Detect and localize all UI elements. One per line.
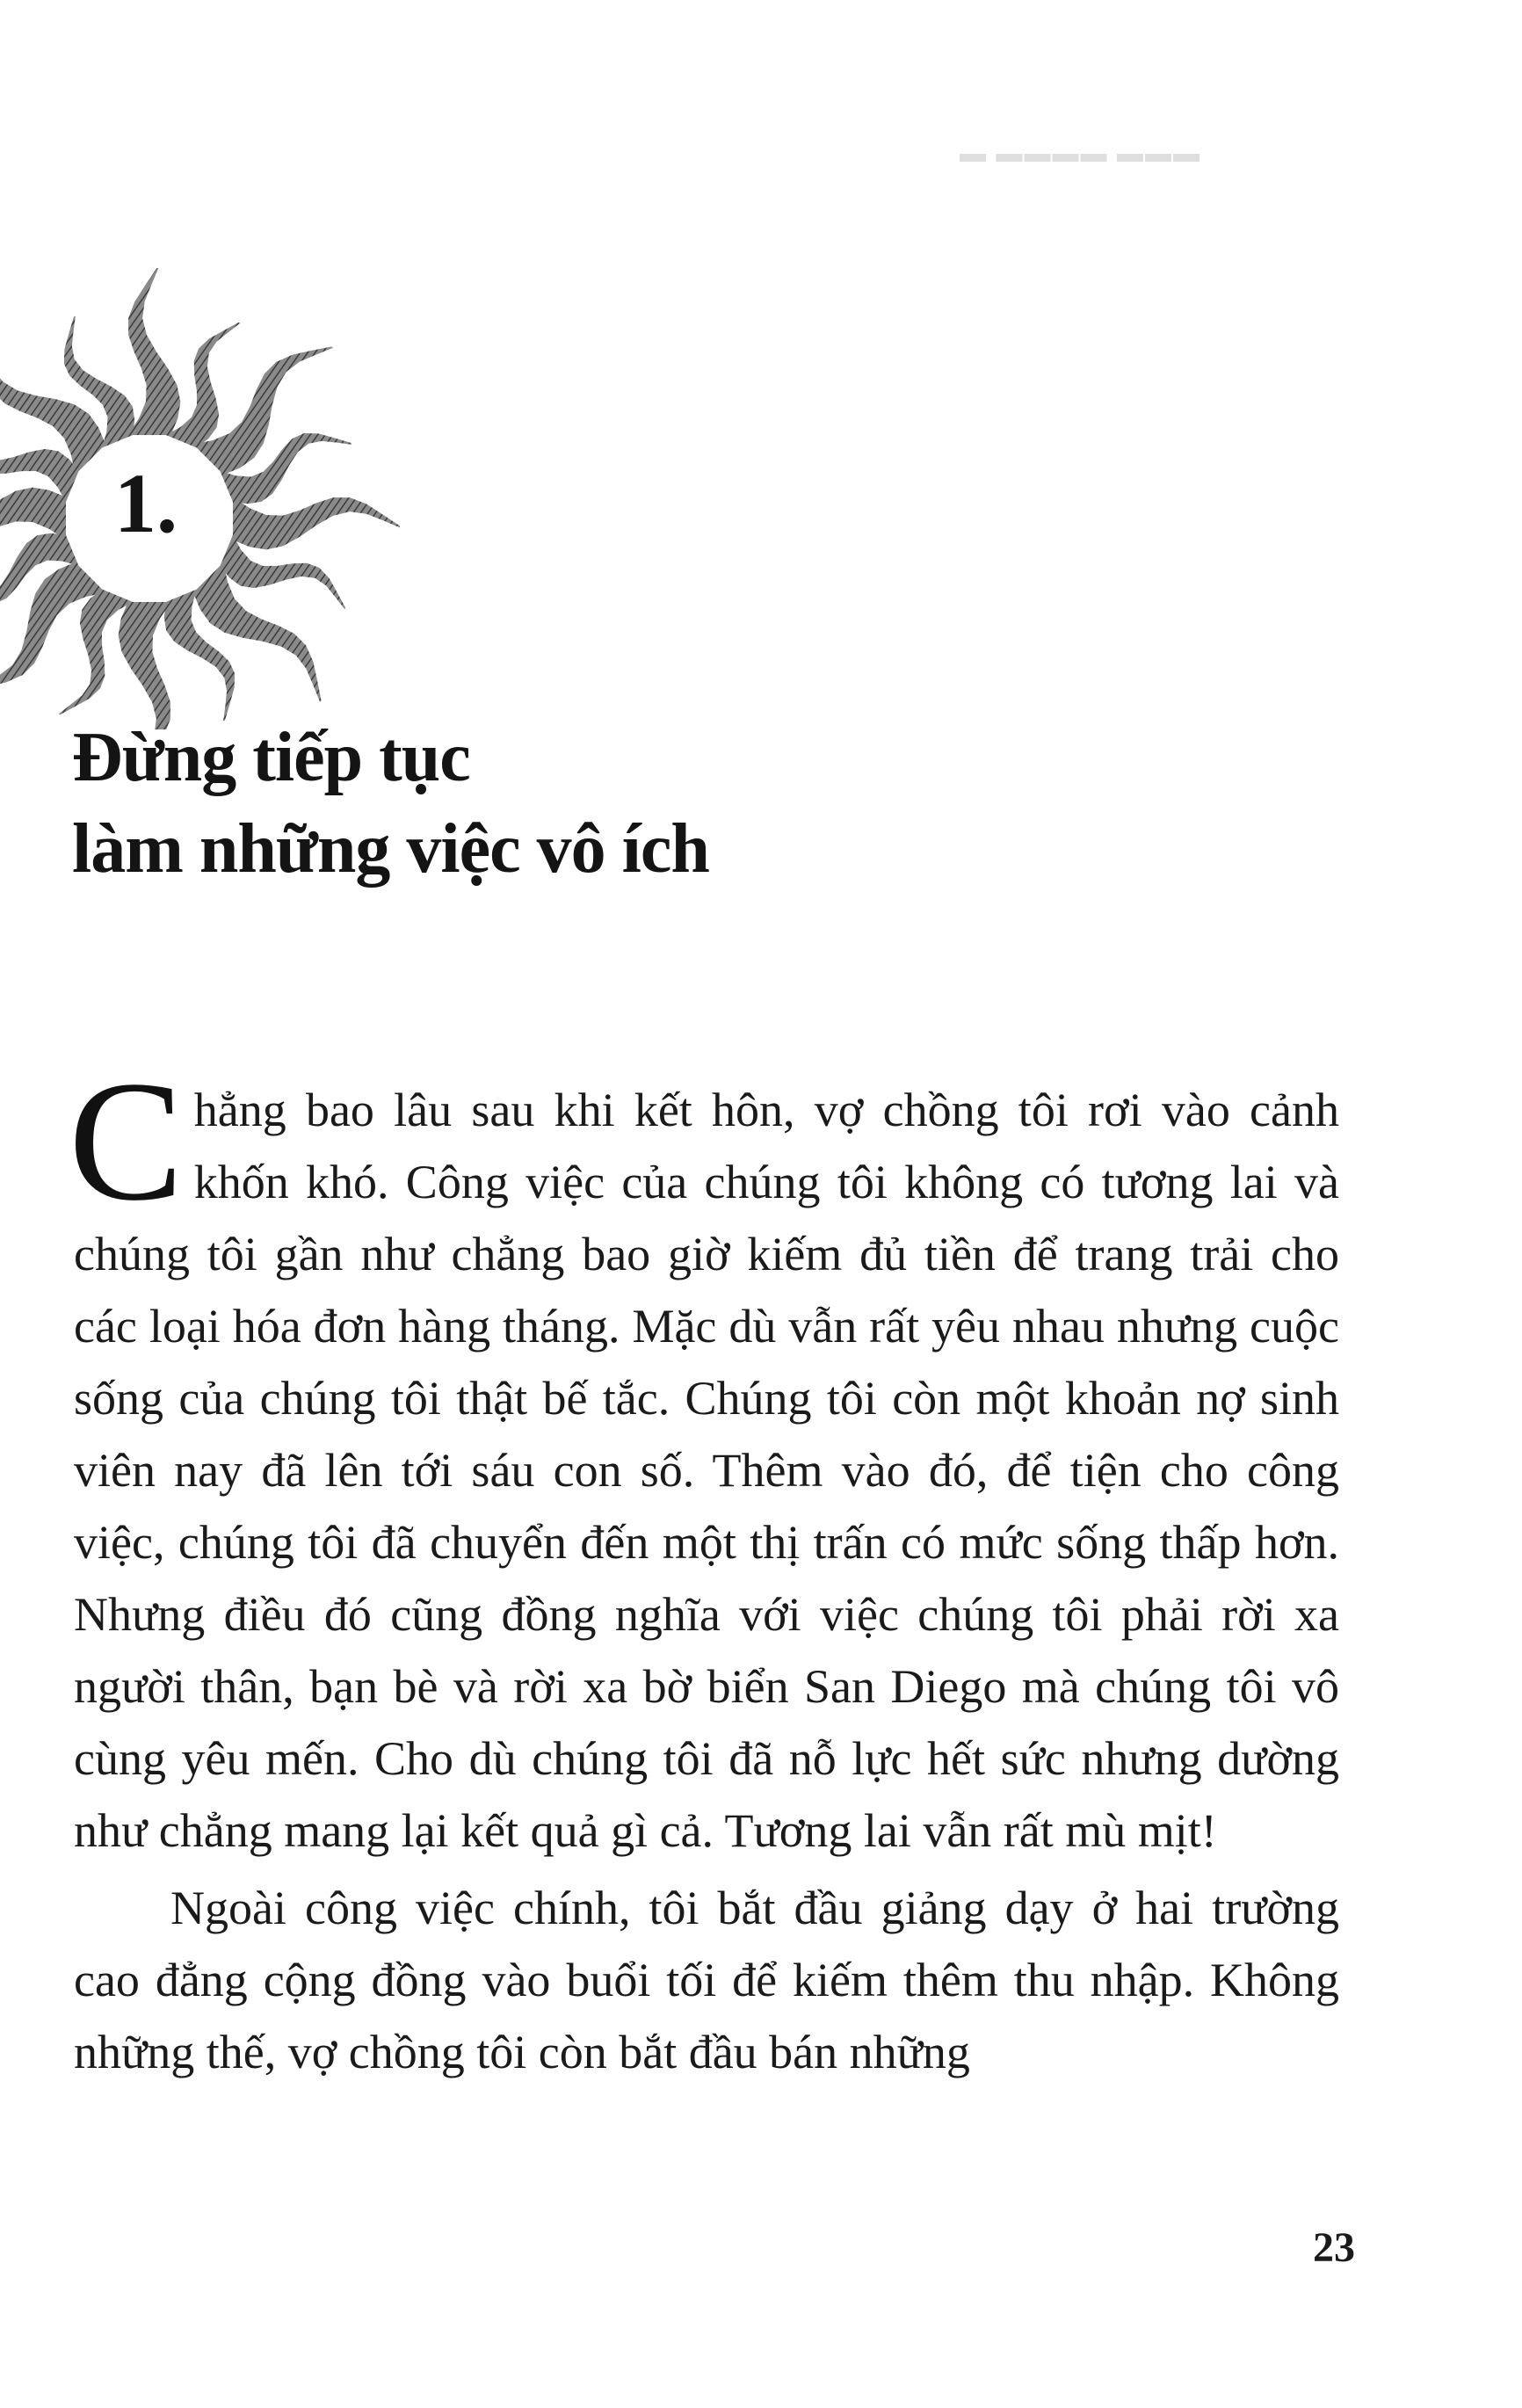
sun-ray <box>221 535 346 610</box>
chapter-body <box>69 1046 1339 2088</box>
chapter-title-line-2: làm những việc vô ích <box>72 810 709 888</box>
paragraph-2: Ngoài công việc chính, tôi bắt đầu giảng dạy ở hai trường cao đẳng cộng đồng vào buổi tối để kiếm thêm thu nhập. Không những thế, vợ chồng tôi còn bắt đầu bán những <box>74 1882 1339 2078</box>
sun-ornament-icon <box>0 255 422 729</box>
chapter-number: 1. <box>114 456 178 550</box>
sun-ray <box>128 268 181 435</box>
sun-ray <box>119 602 171 729</box>
sun-ray <box>166 323 241 448</box>
sun-ray <box>0 488 66 540</box>
page-number: 23 <box>1313 2224 1355 2271</box>
sun-ray <box>59 590 134 715</box>
paragraph-1-text: hẳng bao lâu sau khi kết hôn, vợ chồng tôi rơi vào cảnh khốn khó. Công việc của chúng tôi không có tương lai và chúng tôi gần như chẳng bao giờ kiếm đủ tiền để trang trải cho các loại hóa đơn hàng tháng. Mặc dù vẫn rất yêu nhau nhưng cuộc sống của chúng tôi thật bế tắc. Chúng tôi còn một khoản nợ sinh viên nay đã lên tới sáu con số. Thêm vào đó, để tiện cho công việc, chúng tôi đã chuyển đến một thị trấn có mức sống thấp hơn. Nhưng điều đó cũng đồng nghĩa với việc chúng tôi phải rời xa người thân, bạn bè và rời xa bờ biển San Diego mà chúng tôi vô cùng yêu mến. Cho dù chúng tôi đã nỗ lực hết sức nhưng dường như chẳng mang lại kết quả gì cả. Tương lai vẫn rất mù mịt! <box>74 1084 1339 1857</box>
drop-cap: C <box>69 1046 184 1237</box>
sun-ray <box>233 497 400 550</box>
bleed-through-header: ▬▬▬ ▬▬▬▬ ▬ <box>958 139 1199 168</box>
chapter-title <box>72 712 709 895</box>
chapter-title-line-1: Đừng tiếp tục <box>72 719 470 796</box>
paragraph-1 <box>69 1046 1339 1867</box>
